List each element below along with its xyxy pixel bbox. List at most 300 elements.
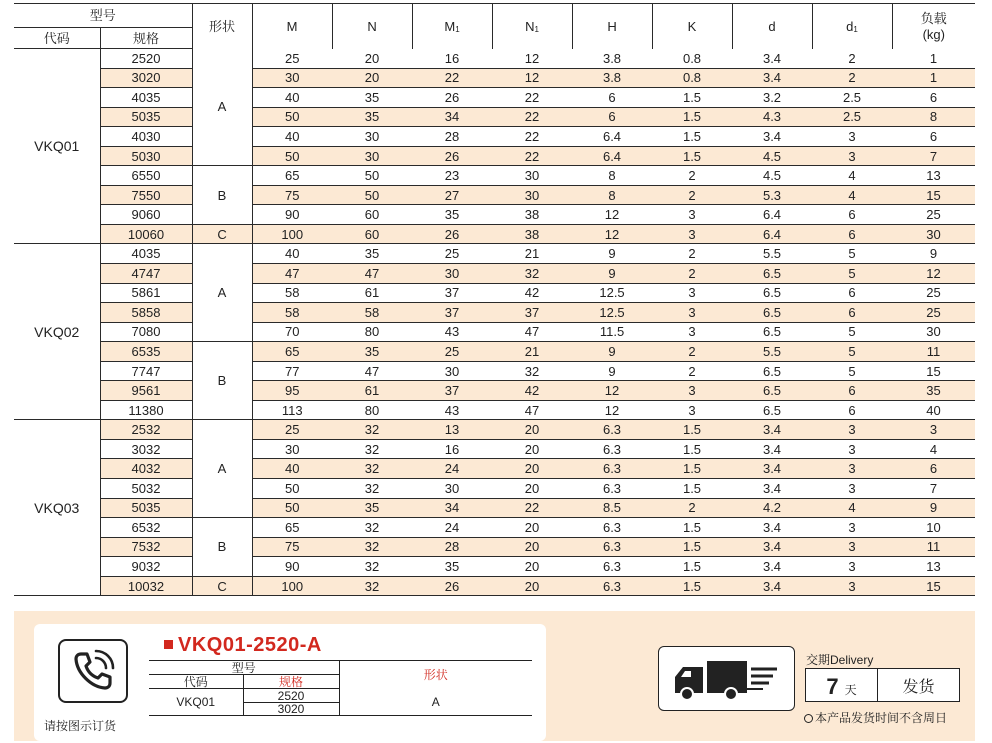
value-cell: 47 — [252, 264, 332, 284]
value-cell: 50 — [252, 479, 332, 499]
value-cell: 12 — [572, 205, 652, 225]
value-cell: 6.5 — [732, 283, 812, 303]
table-row — [14, 49, 975, 69]
size-cell: 5035 — [100, 107, 192, 127]
size-cell: 6532 — [100, 518, 192, 538]
value-cell: 8 — [572, 166, 652, 186]
table-row — [14, 127, 975, 147]
value-cell: 10 — [892, 518, 975, 538]
value-cell: 3.2 — [732, 88, 812, 108]
delivery-days — [806, 669, 878, 701]
value-cell: 24 — [412, 518, 492, 538]
value-cell: 30 — [252, 439, 332, 459]
table-row — [14, 420, 975, 440]
value-cell: 70 — [252, 322, 332, 342]
value-cell: 6 — [892, 88, 975, 108]
value-cell: 113 — [252, 400, 332, 420]
value-cell: 1.5 — [652, 127, 732, 147]
table-row — [14, 400, 975, 420]
value-cell: 2 — [812, 68, 892, 88]
value-cell: 3 — [812, 439, 892, 459]
value-cell: 5 — [812, 361, 892, 381]
value-cell: 12 — [572, 400, 652, 420]
value-cell: 16 — [412, 49, 492, 69]
value-cell: 6.3 — [572, 537, 652, 557]
value-cell: 22 — [492, 88, 572, 108]
header-d1: d1 — [812, 4, 892, 49]
value-cell: 4 — [812, 498, 892, 518]
value-cell: 3 — [652, 224, 732, 244]
value-cell: 6.5 — [732, 381, 812, 401]
size-cell: 11380 — [100, 400, 192, 420]
size-cell: 7532 — [100, 537, 192, 557]
table-row — [14, 205, 975, 225]
value-cell: 6.5 — [732, 303, 812, 323]
value-cell: 24 — [412, 459, 492, 479]
header-code: 代码 — [14, 28, 100, 49]
size-cell: 9561 — [100, 381, 192, 401]
header-k: K — [652, 4, 732, 49]
value-cell: 8 — [572, 185, 652, 205]
value-cell: 58 — [252, 303, 332, 323]
value-cell: 75 — [252, 537, 332, 557]
value-cell: 2 — [652, 342, 732, 362]
value-cell: 4.5 — [732, 146, 812, 166]
delivery-days-number: 7 — [826, 674, 839, 699]
value-cell: 9 — [572, 264, 652, 284]
value-cell: 34 — [412, 498, 492, 518]
size-cell: 7080 — [100, 322, 192, 342]
value-cell: 35 — [332, 107, 412, 127]
size-cell: 4030 — [100, 127, 192, 147]
value-cell: 95 — [252, 381, 332, 401]
value-cell: 6.3 — [572, 557, 652, 577]
header-load: 负载 (kg) — [892, 4, 975, 49]
value-cell: 6 — [812, 224, 892, 244]
value-cell: 20 — [492, 557, 572, 577]
value-cell: 2.5 — [812, 88, 892, 108]
value-cell: 61 — [332, 381, 412, 401]
size-cell: 5030 — [100, 146, 192, 166]
value-cell: 26 — [412, 146, 492, 166]
value-cell: 2 — [652, 244, 732, 264]
shape-cell: A — [192, 244, 252, 342]
value-cell: 4.3 — [732, 107, 812, 127]
value-cell: 30 — [332, 146, 412, 166]
value-cell: 47 — [492, 322, 572, 342]
size-cell: 5858 — [100, 303, 192, 323]
value-cell: 30 — [412, 264, 492, 284]
value-cell: 6 — [572, 107, 652, 127]
value-cell: 30 — [412, 479, 492, 499]
value-cell: 32 — [332, 420, 412, 440]
value-cell: 2 — [652, 264, 732, 284]
table-row — [14, 537, 975, 557]
table-row — [14, 361, 975, 381]
value-cell: 3 — [652, 322, 732, 342]
value-cell: 9 — [572, 342, 652, 362]
value-cell: 32 — [332, 439, 412, 459]
value-cell: 6.4 — [732, 224, 812, 244]
value-cell: 65 — [252, 342, 332, 362]
spec-table — [14, 3, 975, 596]
delivery-ship: 发货 — [902, 678, 935, 696]
value-cell: 15 — [892, 361, 975, 381]
model-code-cell: VKQ03 — [14, 420, 100, 596]
value-cell: 90 — [252, 205, 332, 225]
value-cell: 11.5 — [572, 322, 652, 342]
size-cell: 4747 — [100, 264, 192, 284]
value-cell: 2 — [812, 49, 892, 69]
value-cell: 3 — [812, 146, 892, 166]
value-cell: 6 — [812, 303, 892, 323]
table-row — [14, 459, 975, 479]
value-cell: 22 — [492, 146, 572, 166]
value-cell: 65 — [252, 518, 332, 538]
size-cell: 9032 — [100, 557, 192, 577]
header-h: H — [572, 4, 652, 49]
value-cell: 32 — [492, 361, 572, 381]
value-cell: 25 — [252, 420, 332, 440]
value-cell: 32 — [332, 576, 412, 596]
value-cell: 22 — [492, 127, 572, 147]
value-cell: 22 — [412, 68, 492, 88]
value-cell: 40 — [892, 400, 975, 420]
table-row — [14, 557, 975, 577]
value-cell: 37 — [412, 381, 492, 401]
value-cell: 3.8 — [572, 68, 652, 88]
value-cell: 13 — [412, 420, 492, 440]
table-row — [14, 439, 975, 459]
value-cell: 43 — [412, 400, 492, 420]
value-cell: 30 — [332, 127, 412, 147]
table-row — [14, 518, 975, 538]
value-cell: 35 — [412, 557, 492, 577]
table-row — [14, 244, 975, 264]
value-cell: 5 — [812, 322, 892, 342]
value-cell: 1.5 — [652, 88, 732, 108]
value-cell: 6.5 — [732, 322, 812, 342]
value-cell: 3 — [652, 283, 732, 303]
table-row — [14, 498, 975, 518]
value-cell: 7 — [892, 146, 975, 166]
delivery-days-unit: 天 — [844, 683, 857, 697]
value-cell: 12 — [572, 224, 652, 244]
value-cell: 12 — [492, 68, 572, 88]
value-cell: 77 — [252, 361, 332, 381]
value-cell: 38 — [492, 224, 572, 244]
value-cell: 20 — [492, 439, 572, 459]
value-cell: 25 — [892, 303, 975, 323]
size-cell: 9060 — [100, 205, 192, 225]
size-cell: 10032 — [100, 576, 192, 596]
value-cell: 20 — [332, 68, 412, 88]
value-cell: 12 — [892, 264, 975, 284]
value-cell: 28 — [412, 537, 492, 557]
value-cell: 26 — [412, 576, 492, 596]
value-cell: 34 — [412, 107, 492, 127]
value-cell: 75 — [252, 185, 332, 205]
value-cell: 3 — [812, 518, 892, 538]
value-cell: 1.5 — [652, 576, 732, 596]
value-cell: 1.5 — [652, 420, 732, 440]
size-cell: 10060 — [100, 224, 192, 244]
value-cell: 6.3 — [572, 420, 652, 440]
spec-body — [14, 49, 975, 596]
value-cell: 30 — [252, 68, 332, 88]
value-cell: 50 — [332, 185, 412, 205]
value-cell: 30 — [892, 322, 975, 342]
value-cell: 40 — [252, 88, 332, 108]
value-cell: 40 — [252, 127, 332, 147]
value-cell: 3.4 — [732, 127, 812, 147]
value-cell: 23 — [412, 166, 492, 186]
value-cell: 27 — [412, 185, 492, 205]
value-cell: 47 — [332, 361, 412, 381]
value-cell: 21 — [492, 244, 572, 264]
value-cell: 4 — [812, 166, 892, 186]
shape-cell: C — [192, 224, 252, 244]
value-cell: 32 — [332, 537, 412, 557]
value-cell: 6 — [812, 205, 892, 225]
header-size: 规格 — [100, 28, 192, 49]
value-cell: 4 — [812, 185, 892, 205]
value-cell: 3 — [812, 420, 892, 440]
value-cell: 12.5 — [572, 283, 652, 303]
value-cell: 22 — [492, 498, 572, 518]
value-cell: 1.5 — [652, 146, 732, 166]
value-cell: 6.5 — [732, 264, 812, 284]
value-cell: 30 — [892, 224, 975, 244]
size-cell: 3032 — [100, 439, 192, 459]
value-cell: 3.8 — [572, 49, 652, 69]
value-cell: 35 — [332, 342, 412, 362]
value-cell: 38 — [492, 205, 572, 225]
value-cell: 26 — [412, 88, 492, 108]
value-cell: 3.4 — [732, 68, 812, 88]
value-cell: 11 — [892, 537, 975, 557]
delivery-note: 本产品发货时间不含周日 — [804, 709, 947, 726]
table-row — [14, 264, 975, 284]
table-row — [14, 224, 975, 244]
value-cell: 6.4 — [732, 205, 812, 225]
value-cell: 6 — [892, 127, 975, 147]
value-cell: 20 — [492, 537, 572, 557]
value-cell: 100 — [252, 224, 332, 244]
value-cell: 50 — [332, 166, 412, 186]
value-cell: 12.5 — [572, 303, 652, 323]
value-cell: 60 — [332, 224, 412, 244]
value-cell: 5 — [812, 244, 892, 264]
value-cell: 3.4 — [732, 518, 812, 538]
value-cell: 35 — [332, 498, 412, 518]
value-cell: 1.5 — [652, 518, 732, 538]
value-cell: 80 — [332, 400, 412, 420]
value-cell: 6 — [812, 381, 892, 401]
shape-cell: B — [192, 342, 252, 420]
value-cell: 12 — [492, 49, 572, 69]
size-cell: 5032 — [100, 479, 192, 499]
example-shape-head: 形状 — [339, 661, 532, 689]
value-cell: 5.5 — [732, 244, 812, 264]
value-cell: 42 — [492, 381, 572, 401]
value-cell: 58 — [332, 303, 412, 323]
value-cell: 4 — [892, 439, 975, 459]
value-cell: 25 — [412, 244, 492, 264]
table-row — [14, 381, 975, 401]
table-row — [14, 303, 975, 323]
order-info-panel — [14, 611, 975, 741]
value-cell: 13 — [892, 557, 975, 577]
value-cell: 25 — [252, 49, 332, 69]
example-title: VKQ01-2520-A — [164, 634, 322, 657]
value-cell: 20 — [492, 479, 572, 499]
example-size-value-2: 3020 — [243, 703, 339, 716]
value-cell: 35 — [892, 381, 975, 401]
size-cell: 5861 — [100, 283, 192, 303]
value-cell: 6 — [812, 283, 892, 303]
value-cell: 6.5 — [732, 361, 812, 381]
table-row — [14, 146, 975, 166]
value-cell: 1.5 — [652, 479, 732, 499]
delivery-label: 交期Delivery — [806, 653, 874, 667]
value-cell: 6.3 — [572, 576, 652, 596]
value-cell: 21 — [492, 342, 572, 362]
value-cell: 25 — [412, 342, 492, 362]
value-cell: 8 — [892, 107, 975, 127]
value-cell: 32 — [492, 264, 572, 284]
delivery-box — [805, 668, 960, 702]
value-cell: 58 — [252, 283, 332, 303]
value-cell: 6.3 — [572, 479, 652, 499]
header-model: 型号 — [14, 4, 192, 28]
value-cell: 3.4 — [732, 459, 812, 479]
order-caption: 请按图示订货 — [44, 719, 117, 733]
value-cell: 12 — [572, 381, 652, 401]
value-cell: 15 — [892, 185, 975, 205]
value-cell: 5.3 — [732, 185, 812, 205]
value-cell: 3 — [812, 127, 892, 147]
value-cell: 20 — [492, 459, 572, 479]
size-cell: 2520 — [100, 49, 192, 69]
header-m1: M1 — [412, 4, 492, 49]
value-cell: 3.4 — [732, 439, 812, 459]
table-row — [14, 479, 975, 499]
value-cell: 3.4 — [732, 537, 812, 557]
value-cell: 9 — [892, 244, 975, 264]
value-cell: 6.3 — [572, 439, 652, 459]
value-cell: 15 — [892, 576, 975, 596]
table-row — [14, 342, 975, 362]
value-cell: 6.5 — [732, 400, 812, 420]
table-row — [14, 576, 975, 596]
value-cell: 9 — [892, 498, 975, 518]
value-cell: 2 — [652, 185, 732, 205]
value-cell: 37 — [412, 303, 492, 323]
header-shape: 形状 — [192, 4, 252, 49]
value-cell: 65 — [252, 166, 332, 186]
value-cell: 1 — [892, 49, 975, 69]
value-cell: 30 — [412, 361, 492, 381]
value-cell: 37 — [492, 303, 572, 323]
value-cell: 3 — [652, 400, 732, 420]
value-cell: 35 — [332, 244, 412, 264]
value-cell: 60 — [332, 205, 412, 225]
value-cell: 9 — [572, 361, 652, 381]
table-row — [14, 322, 975, 342]
value-cell: 100 — [252, 576, 332, 596]
value-cell: 20 — [492, 518, 572, 538]
value-cell: 2 — [652, 361, 732, 381]
phone-icon — [58, 639, 128, 703]
value-cell: 5 — [812, 342, 892, 362]
value-cell: 6.3 — [572, 518, 652, 538]
value-cell: 26 — [412, 224, 492, 244]
value-cell: 2.5 — [812, 107, 892, 127]
value-cell: 50 — [252, 146, 332, 166]
shape-cell: B — [192, 518, 252, 577]
example-size-head: 规格 — [243, 675, 339, 689]
value-cell: 47 — [332, 264, 412, 284]
example-code-value: VKQ01 — [149, 689, 243, 716]
value-cell: 2 — [652, 166, 732, 186]
value-cell: 30 — [492, 166, 572, 186]
value-cell: 6.4 — [572, 146, 652, 166]
value-cell: 9 — [572, 244, 652, 264]
table-row — [14, 107, 975, 127]
value-cell: 6 — [572, 88, 652, 108]
value-cell: 3 — [812, 479, 892, 499]
value-cell: 1.5 — [652, 439, 732, 459]
size-cell: 6535 — [100, 342, 192, 362]
value-cell: 6.3 — [572, 459, 652, 479]
value-cell: 1.5 — [652, 459, 732, 479]
size-cell: 3020 — [100, 68, 192, 88]
header-d: d — [732, 4, 812, 49]
model-code-cell: VKQ02 — [14, 244, 100, 420]
value-cell: 6 — [812, 400, 892, 420]
value-cell: 42 — [492, 283, 572, 303]
value-cell: 11 — [892, 342, 975, 362]
example-table — [149, 660, 532, 716]
value-cell: 3 — [652, 205, 732, 225]
value-cell: 22 — [492, 107, 572, 127]
value-cell: 3 — [652, 381, 732, 401]
value-cell: 20 — [492, 576, 572, 596]
value-cell: 50 — [252, 107, 332, 127]
value-cell: 3 — [652, 303, 732, 323]
table-row — [14, 166, 975, 186]
shape-cell: A — [192, 420, 252, 518]
size-cell: 2532 — [100, 420, 192, 440]
value-cell: 8.5 — [572, 498, 652, 518]
table-row — [14, 68, 975, 88]
value-cell: 1 — [892, 68, 975, 88]
size-cell: 4035 — [100, 88, 192, 108]
value-cell: 3.4 — [732, 557, 812, 577]
value-cell: 3.4 — [732, 576, 812, 596]
value-cell: 28 — [412, 127, 492, 147]
value-cell: 0.8 — [652, 49, 732, 69]
value-cell: 40 — [252, 459, 332, 479]
example-model-head: 型号 — [149, 661, 339, 675]
value-cell: 47 — [492, 400, 572, 420]
example-shape-value: A — [339, 689, 532, 716]
value-cell: 5 — [812, 264, 892, 284]
header-n: N — [332, 4, 412, 49]
value-cell: 61 — [332, 283, 412, 303]
order-example-card — [34, 624, 546, 741]
